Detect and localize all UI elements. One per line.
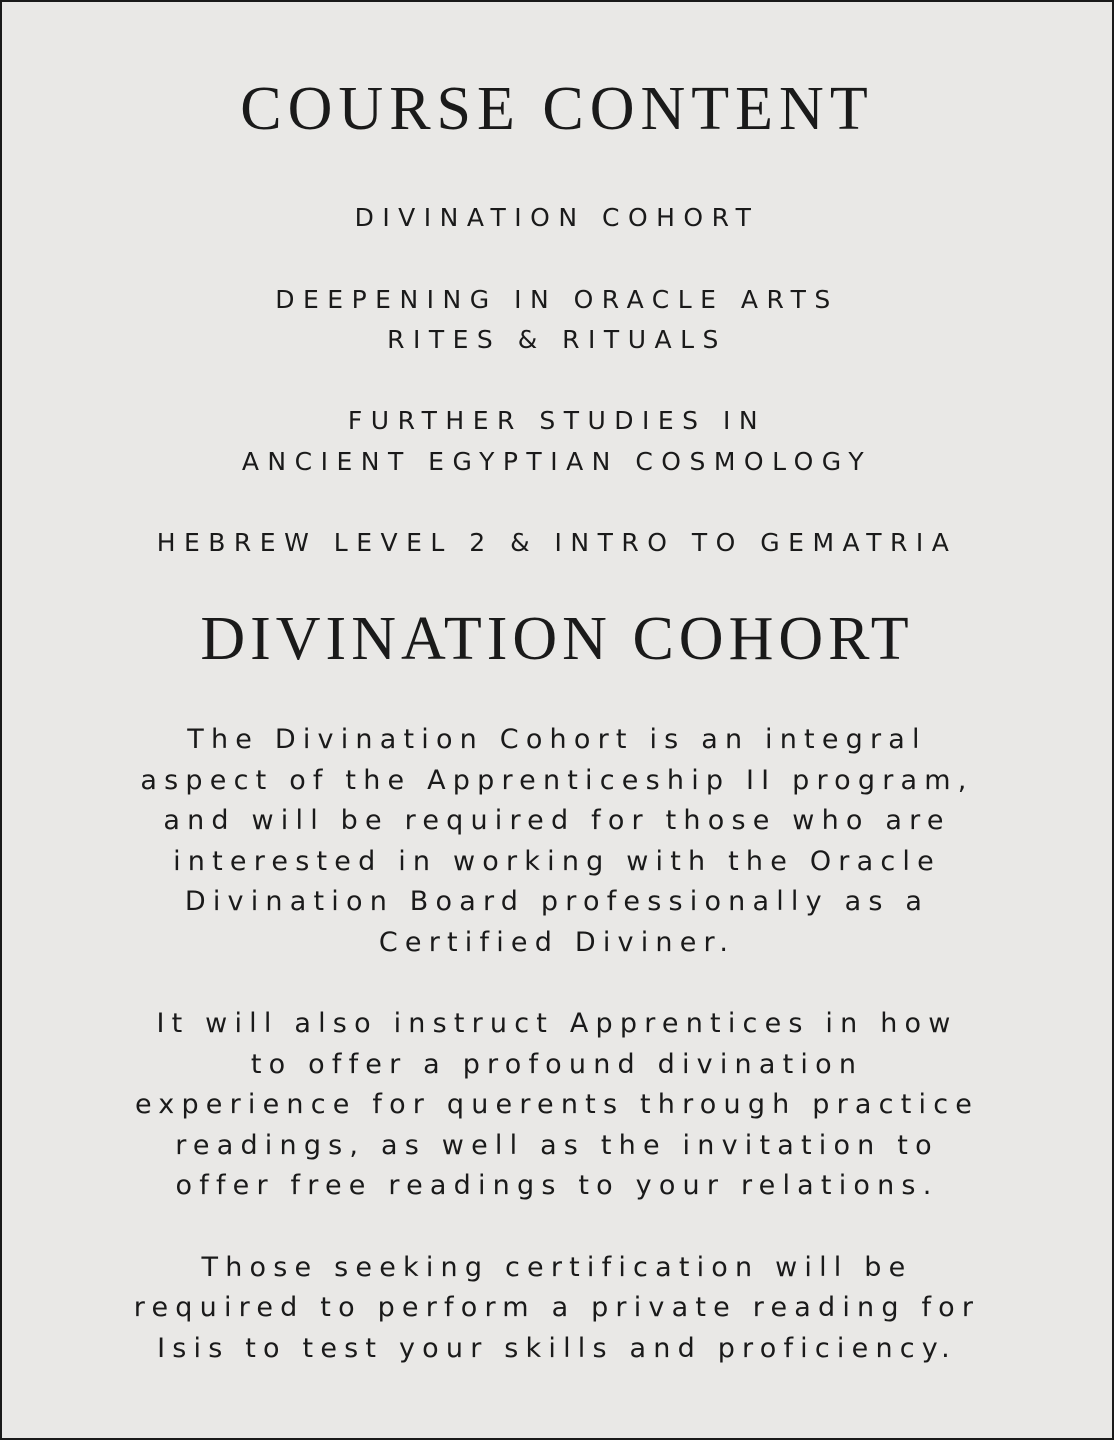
paragraph-line: The Divination Cohort is an integral [187, 724, 927, 755]
paragraph-line: offer free readings to your relations. [175, 1170, 939, 1201]
paragraph-line: interested in working with the Oracle [173, 846, 941, 877]
course-item-line: ANCIENT EGYPTIAN COSMOLOGY [241, 447, 873, 476]
course-item-line: HEBREW LEVEL 2 & INTRO TO GEMATRIA [156, 528, 958, 557]
page-title: COURSE CONTENT [240, 75, 874, 143]
paragraph-line: to offer a profound divination [250, 1049, 864, 1080]
paragraph-line: Divination Board professionally as a [184, 886, 930, 917]
paragraph-line: Certified Diviner. [378, 927, 736, 958]
paragraph-line: aspect of the Apprenticeship II program, [140, 765, 974, 796]
course-item-line: DIVINATION COHORT [354, 203, 760, 232]
course-item-line: DEEPENING IN ORACLE ARTS [275, 285, 839, 314]
section-title: DIVINATION COHORT [200, 605, 914, 673]
paragraph-line: readings, as well as the invitation to [175, 1130, 939, 1161]
course-item-line: RITES & RITUALS [387, 325, 727, 354]
course-item-line: FURTHER STUDIES IN [347, 406, 767, 435]
paragraph-line: It will also instruct Apprentices in how [156, 1008, 958, 1039]
paragraph-line: Those seeking certification will be [201, 1252, 913, 1283]
paragraph-line: experience for querents through practice [134, 1089, 980, 1120]
paragraph-line: required to perform a private reading for [133, 1292, 981, 1323]
paragraph-line: and will be required for those who are [163, 805, 951, 836]
paragraph-line: Isis to test your skills and proficiency. [157, 1333, 957, 1364]
